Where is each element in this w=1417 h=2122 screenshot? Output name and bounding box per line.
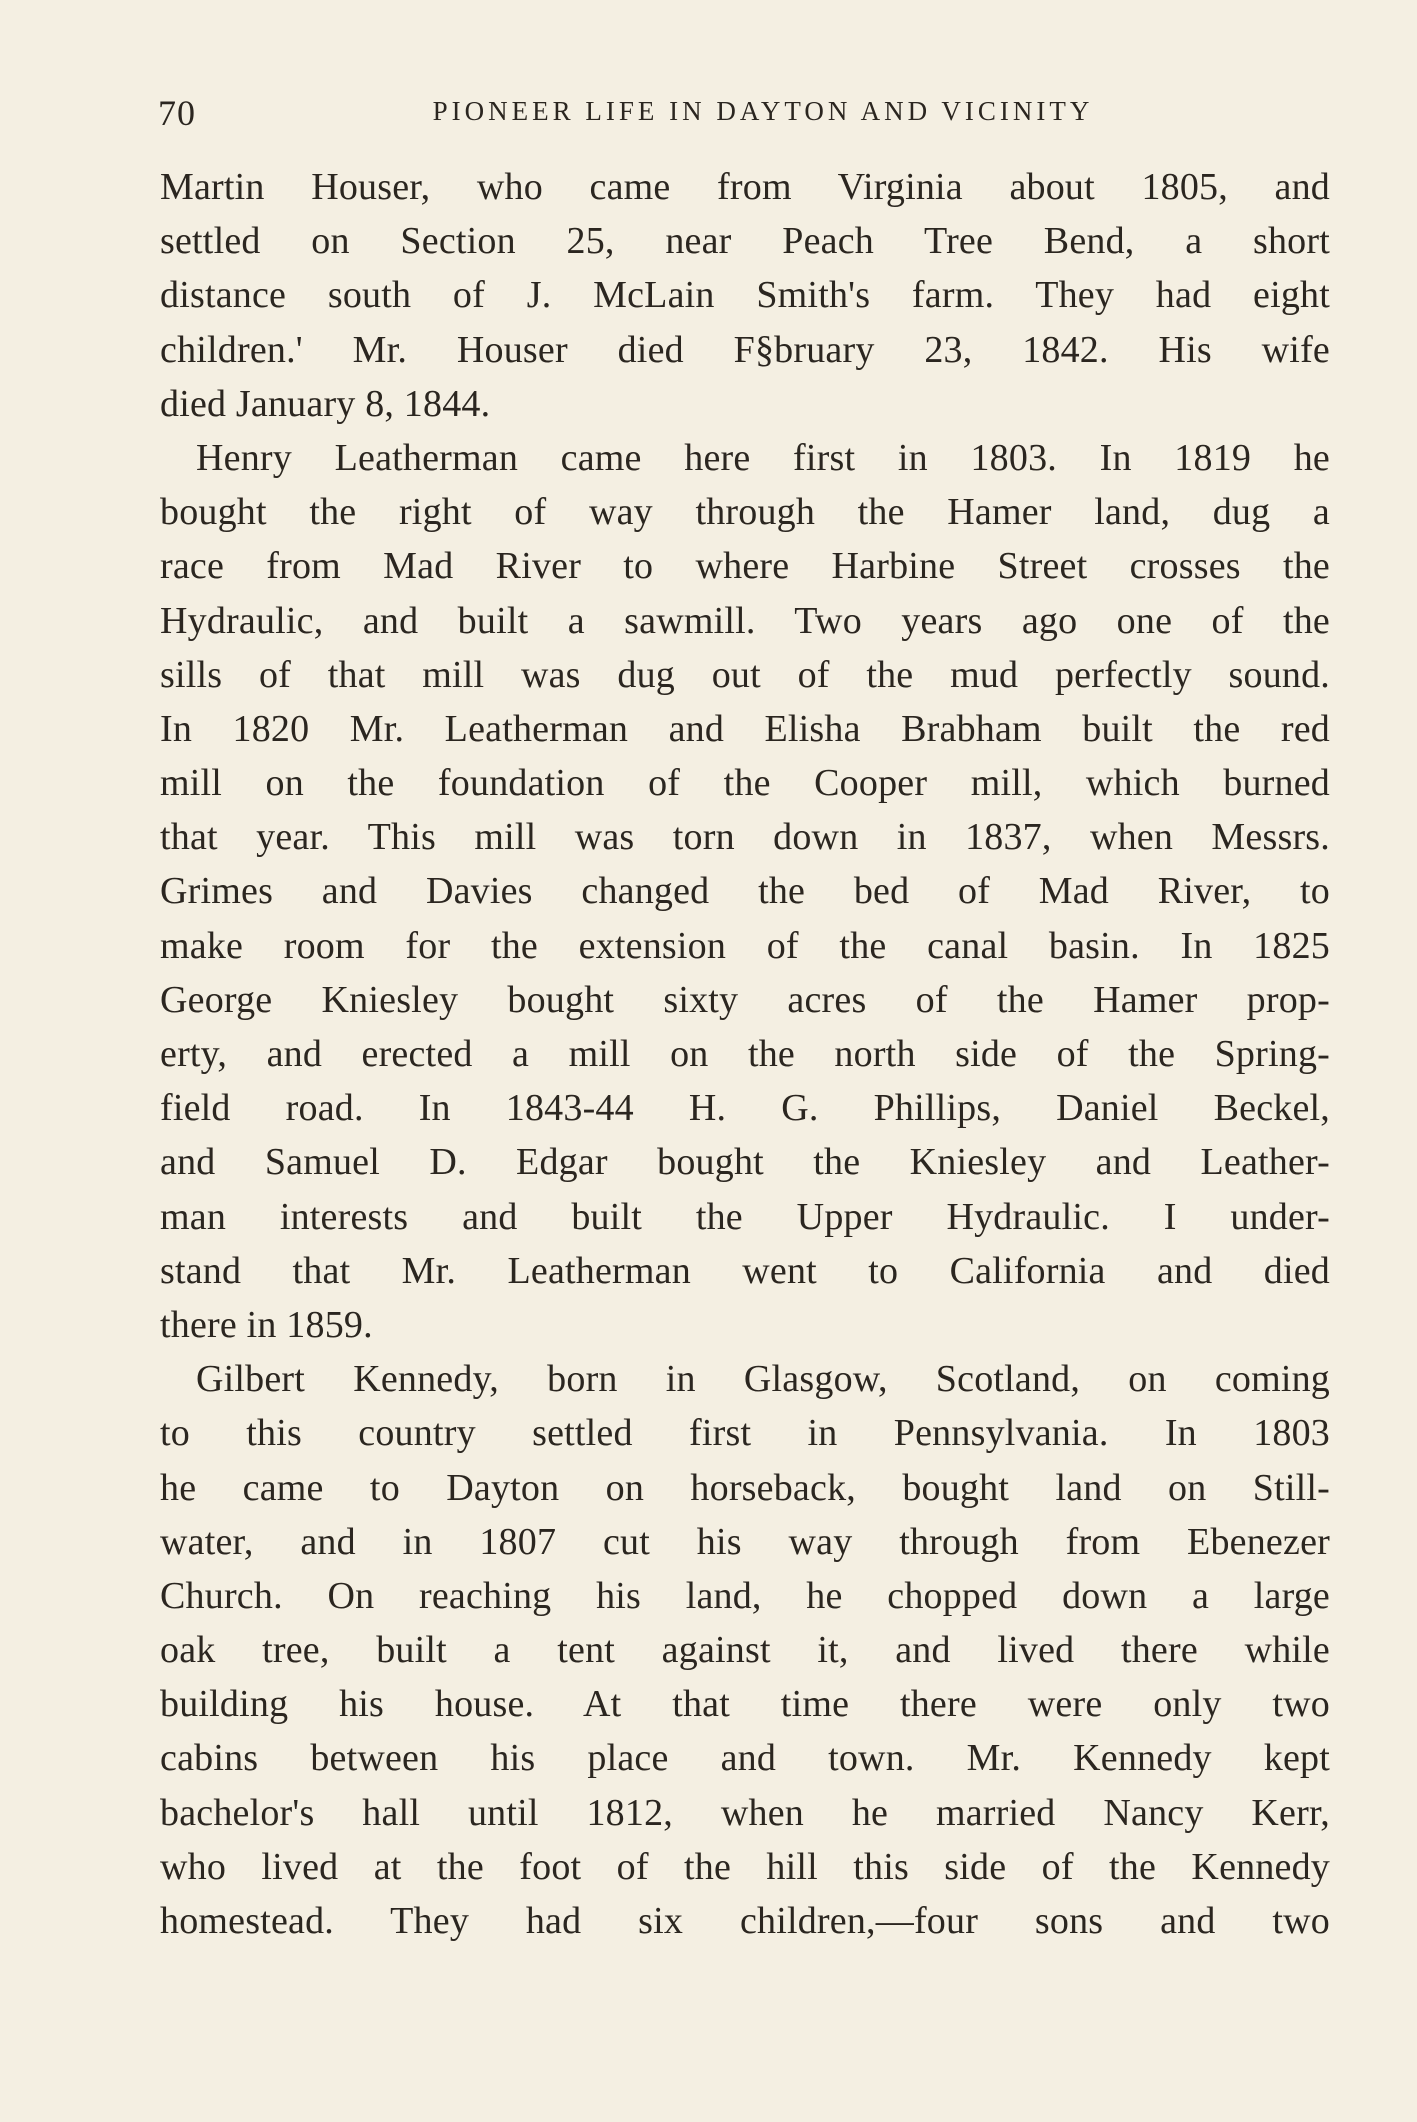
text-line: Henry Leatherman came here first in 1803. In 1819 he [196, 436, 1330, 479]
text-line: who lived at the foot of the hill this side of the Kennedy [160, 1845, 1330, 1888]
text-line: Grimes and Davies changed the bed of Mad River, to [160, 870, 1330, 913]
text-line: Hydraulic, and built a sawmill. Two years ago one of the [160, 599, 1330, 642]
text-line: erty, and erected a mill on the north side of the Spring- [160, 1033, 1330, 1075]
text-line: In 1820 Mr. Leatherman and Elisha Brabham built the red [160, 707, 1330, 750]
text-line: he came to Dayton on horseback, bought land on Still- [160, 1466, 1330, 1509]
running-head [158, 92, 1328, 142]
text-line: Church. On reaching his land, he chopped down a large [160, 1574, 1330, 1617]
text-line: building his house. At that time there were only two [160, 1683, 1330, 1726]
text-line: water, and in 1807 cut his way through from Ebenezer [160, 1520, 1330, 1563]
text-line: make room for the extension of the canal basin. In 1825 [160, 924, 1330, 967]
text-line: oak tree, built a tent against it, and lived there while [160, 1629, 1330, 1672]
text-line: that year. This mill was torn down in 1837, when Messrs. [160, 816, 1330, 859]
text-line: to this country settled first in Pennsylvania. In 1803 [160, 1412, 1330, 1455]
body-text [160, 160, 1330, 1948]
text-line: Martin Houser, who came from Virginia about 1805, and [160, 166, 1330, 208]
text-line: and Samuel D. Edgar bought the Kniesley and Leather- [160, 1141, 1330, 1184]
text-line: distance south of J. McLain Smith's farm. They had eight [160, 274, 1330, 317]
text-line: Gilbert Kennedy, born in Glasgow, Scotland, on coming [196, 1358, 1330, 1401]
text-line: stand that Mr. Leatherman went to California and died [160, 1249, 1330, 1292]
text-line: George Kniesley bought sixty acres of the Hamer prop- [160, 978, 1330, 1021]
text-line: bachelor's hall until 1812, when he married Nancy Kerr, [160, 1791, 1330, 1834]
text-line: children.' Mr. Houser died F§bruary 23, 1842. His wife [160, 328, 1330, 371]
text-line: man interests and built the Upper Hydraulic. I under- [160, 1195, 1330, 1238]
text-line: cabins between his place and town. Mr. Kennedy kept [160, 1737, 1330, 1780]
page-number: 70 [158, 93, 196, 133]
text-line: race from Mad River to where Harbine Street crosses the [160, 545, 1330, 588]
text-line: settled on Section 25, near Peach Tree Bend, a short [160, 220, 1330, 263]
text-line: sills of that mill was dug out of the mud perfectly sound. [160, 653, 1330, 696]
text-line: field road. In 1843-44 H. G. Phillips, Daniel Beckel, [160, 1087, 1330, 1130]
text-line: died January 8, 1844. [160, 382, 491, 425]
text-line: there in 1859. [160, 1303, 373, 1346]
text-line: mill on the foundation of the Cooper mill, which burned [160, 762, 1330, 805]
text-line: bought the right of way through the Hamer land, dug a [160, 491, 1330, 534]
text-line: homestead. They had six children,—four sons and two [160, 1900, 1330, 1942]
running-title: PIONEER LIFE IN DAYTON AND VICINITY [432, 96, 1094, 126]
